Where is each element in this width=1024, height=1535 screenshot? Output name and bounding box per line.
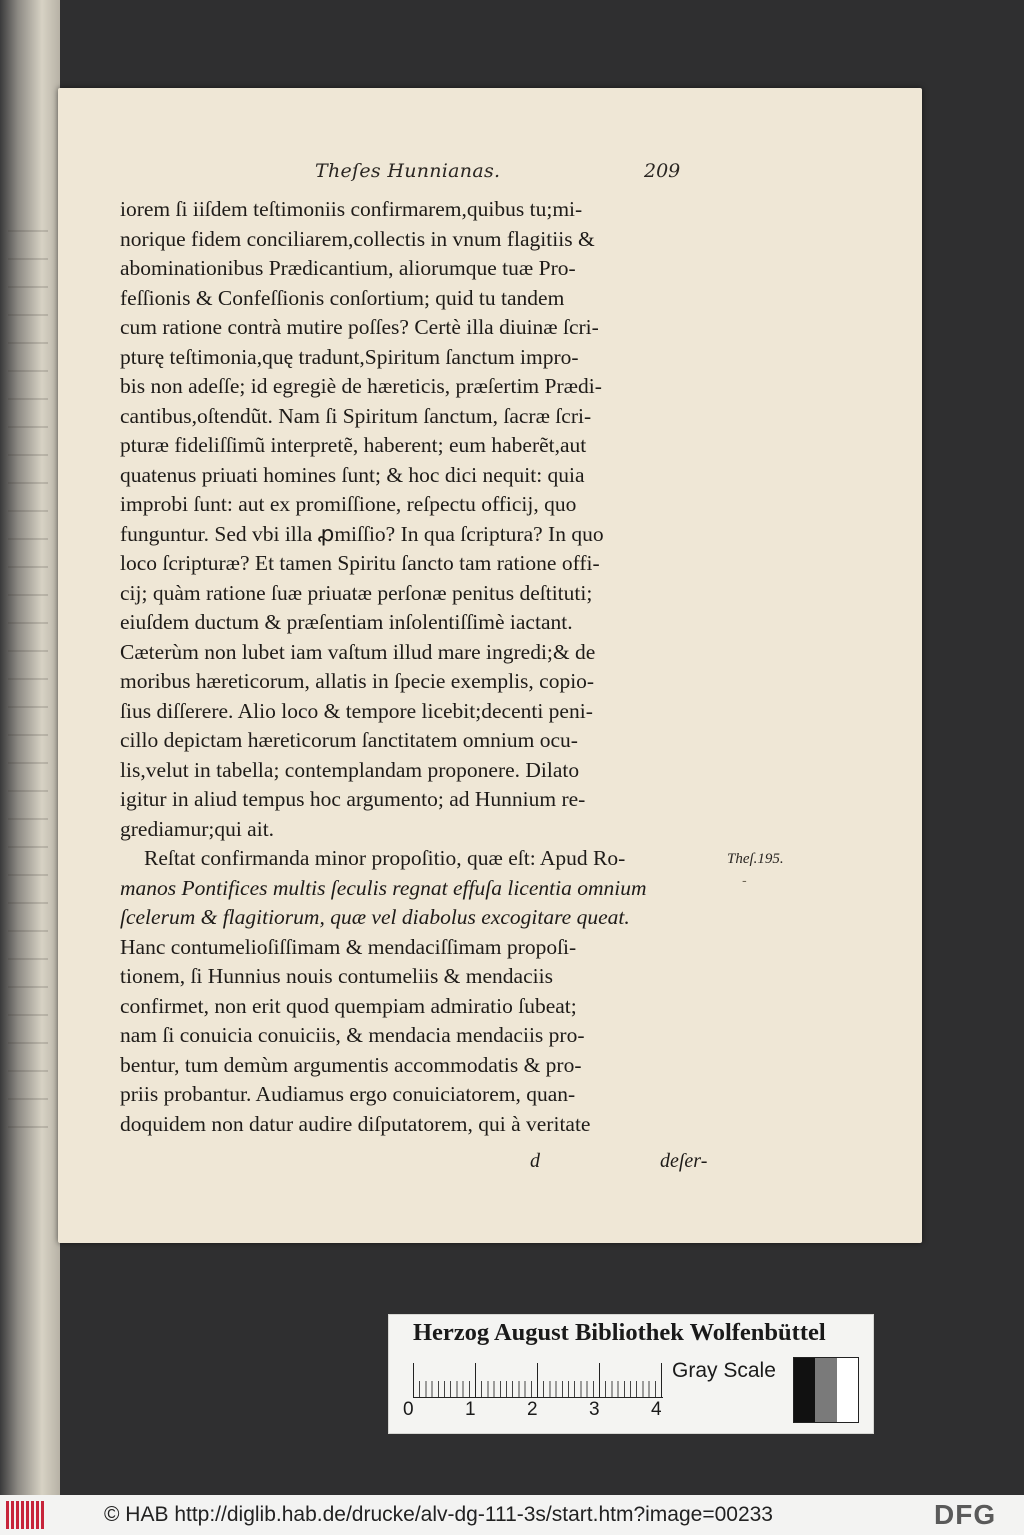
text-line: abominationibus Prædicantium, aliorumque tuæ Pro-	[120, 256, 576, 280]
text-line: cum ratione contrà mutire poſſes? Certè illa diuinæ ſcri-	[120, 315, 599, 339]
ruler-number: 1	[465, 1399, 476, 1420]
gray-scale-swatches	[793, 1357, 859, 1423]
body-text	[120, 195, 770, 1139]
text-line: confirmet, non erit quod quempiam admiratio ſubeat;	[120, 993, 577, 1018]
library-name: Herzog August Bibliothek Wolfenbüttel	[413, 1319, 826, 1346]
footer-copyright-link[interactable]: © HAB http://diglib.hab.de/drucke/alv-dg-111-3s/start.htm?image=00233	[104, 1503, 773, 1526]
footer-bar	[0, 1495, 1024, 1535]
text-line: Reſtat confirmanda minor propoſitio, quæ eſt: Apud Ro-	[144, 846, 626, 870]
text-line: quatenus priuati homines ſunt; & hoc dici nequit: quia	[120, 462, 585, 487]
text-line: igitur in aliud tempus hoc argumento; ad Hunnium re-	[120, 787, 586, 811]
text-line: Hanc contumelioſiſſimam & mendaciſſimam propoſi-	[120, 934, 577, 959]
margin-mark: -	[742, 873, 747, 889]
text-line: eiuſdem ductum & præſentiam inſolentiſſimè iactant.	[120, 610, 573, 634]
gray-swatch	[815, 1358, 836, 1422]
text-line: funguntur. Sed vbi illa ꝓmiſſio? In qua ſcriptura? In quo	[120, 521, 604, 546]
text-line: improbi ſunt: aut ex promiſſione, reſpectu officij, quo	[120, 492, 577, 516]
text-line: pturæ fideliſſimũ interpretẽ, haberent; eum haberẽt,aut	[120, 433, 587, 457]
text-line: norique fidem conciliarem,collectis in vnum flagitiis &	[120, 226, 595, 251]
adjacent-page-text-lines	[8, 230, 48, 1130]
text-line: cantibus,oſtendũt. Nam ſi Spiritum ſanctum, ſacræ ſcri-	[120, 403, 592, 428]
gray-scale-label: Gray Scale	[672, 1359, 776, 1382]
text-line: bentur, tum demùm argumentis accommodatis & pro-	[120, 1052, 582, 1077]
adjacent-page-edge	[0, 0, 60, 1495]
text-line: feſſionis & Confeſſionis conſortium; quid tu tandem	[120, 285, 565, 310]
margin-note: Theſ.195.	[727, 851, 784, 867]
ruler-number: 3	[589, 1399, 600, 1420]
ruler-number: 2	[527, 1399, 538, 1420]
color-calibration-card	[388, 1314, 874, 1434]
text-line: Cæterùm non lubet iam vaſtum illud mare ingredi;& de	[120, 639, 596, 664]
page-number: 209	[644, 160, 681, 182]
text-line: cillo depictam hæreticorum ſanctitatem omnium ocu-	[120, 728, 578, 752]
text-line: ſius diſſerere. Alio loco & tempore licebit;decenti peni-	[120, 698, 593, 723]
ruler-numbers	[403, 1399, 683, 1423]
gray-swatch	[794, 1358, 815, 1422]
signature-mark: d	[530, 1150, 540, 1172]
text-line: loco ſcripturæ? Et tamen Spiritu ſancto tam ratione offi-	[120, 551, 600, 575]
text-line: cij; quàm ratione ſuæ priuatæ perſonæ penitus deſtituti;	[120, 580, 593, 605]
text-line: doquidem non datur audire diſputatorem, qui à veritate	[120, 1111, 591, 1136]
hab-logo-icon	[6, 1501, 46, 1529]
text-line: priis probantur. Audiamus ergo conuiciatorem, quan-	[120, 1082, 576, 1106]
ruler-number: 4	[651, 1399, 662, 1420]
scale-ruler	[413, 1363, 663, 1398]
text-line: lis,velut in tabella; contemplandam proponere. Dilato	[120, 757, 580, 782]
text-line: grediamur;qui ait.	[120, 816, 275, 841]
text-line: pturę teſtimonia,quę tradunt,Spiritum ſanctum impro-	[120, 344, 579, 369]
text-line: bis non adeſſe; id egregiè de hæreticis, præſertim Prædi-	[120, 374, 602, 398]
gray-swatch	[837, 1358, 858, 1422]
text-line: tionem, ſi Hunnius nouis contumeliis & mendaciis	[120, 964, 553, 988]
running-head: Theſes Hunnianas.	[315, 160, 501, 182]
dfg-logo: DFG	[934, 1499, 997, 1530]
text-line: moribus hæreticorum, allatis in ſpecie exemplis, copio-	[120, 669, 595, 693]
text-line: iorem ſi iiſdem teſtimoniis confirmarem,quibus tu;mi-	[120, 197, 583, 221]
text-line: ſcelerum & flagitiorum, quæ vel diabolus excogitare queat.	[120, 905, 630, 929]
catchword: deſer-	[660, 1150, 708, 1172]
text-line: manos Pontifices multis ſeculis regnat effuſa licentia omnium	[120, 875, 647, 900]
ruler-number: 0	[403, 1399, 414, 1420]
text-line: nam ſi conuicia conuiciis, & mendacia mendaciis pro-	[120, 1023, 585, 1047]
